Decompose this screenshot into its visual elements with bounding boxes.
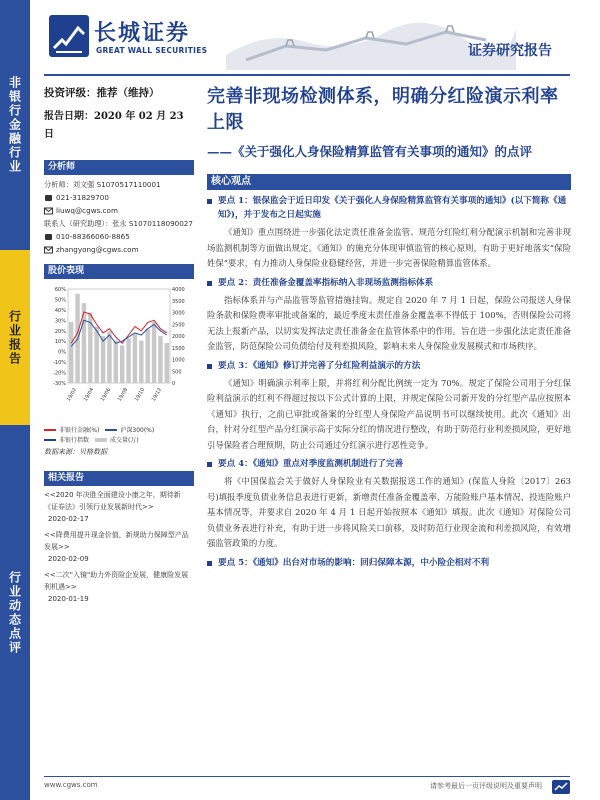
volume-bar bbox=[158, 336, 162, 383]
x-tick-label: 19/10 bbox=[133, 387, 147, 403]
email-icon bbox=[44, 246, 53, 254]
sidebar-review-block bbox=[0, 425, 30, 800]
y-left-tick-label: -10% bbox=[53, 360, 66, 367]
y-right-tick-label: 1000 bbox=[172, 357, 185, 364]
y-right-tick-label: 0 bbox=[172, 381, 176, 387]
volume-bar bbox=[101, 336, 105, 383]
stock-performance-chart bbox=[44, 283, 194, 423]
bullet-square-icon bbox=[207, 281, 212, 286]
analyst-name: 分析师：刘文强 S1070517110001 bbox=[44, 180, 161, 189]
y-left-tick-label: 10% bbox=[54, 339, 66, 346]
chart-source: 数据来源：贝格数据 bbox=[44, 448, 107, 456]
legend-item bbox=[44, 435, 89, 444]
volume-bar bbox=[120, 345, 124, 383]
y-right-tick-label: 3000 bbox=[172, 310, 185, 317]
main-column bbox=[207, 84, 571, 570]
left-column bbox=[44, 84, 194, 605]
y-right-tick-label: 2000 bbox=[172, 334, 185, 340]
investment-rating: 投资评级：推荐（维持） bbox=[44, 87, 160, 99]
y-left-tick-label: 50% bbox=[54, 297, 66, 304]
report-brand: 证券研究报告 bbox=[468, 43, 552, 59]
y-right-tick-label: 500 bbox=[172, 369, 182, 376]
point-heading bbox=[207, 556, 571, 570]
point-heading-text: 要点 2：责任准备金覆盖率指标纳入非现场监测指标体系 bbox=[218, 277, 434, 288]
contact-email: zhangyong@cgws.com bbox=[56, 245, 139, 254]
report-subtitle: ——《关于强化人身保险精算监管有关事项的通知》的点评 bbox=[207, 144, 533, 159]
point-heading bbox=[207, 276, 571, 290]
point-heading bbox=[207, 194, 571, 222]
bullet-square-icon bbox=[207, 199, 212, 204]
legend-swatch-index bbox=[44, 438, 56, 442]
sidebar-report-type-block bbox=[0, 250, 30, 425]
point-body: 《通知》明确演示利率上限，并将红利分配比例统一定为 70%。规定了保险公司用于分红保险利益演示的红利不得超过按以下公式计算的上限，并规定保险公司新开发的分红型产品应按照本《通知》执行，之前已审批或备案的分红型人身保险产品说明书可以继续使用。此次《通知》出台，针对分红型产品分红演示高于实际分红的情况进行整改，有助于防范行业利差损风险，更好地引导保险者合理预期，防止公司通过分红演示进行恶性竞争。 bbox=[207, 377, 571, 450]
analyst-phone: 021-31829700 bbox=[56, 193, 109, 202]
x-tick-label: 19/02 bbox=[65, 387, 79, 403]
report-title: 完善非现场检测体系，明确分红险演示利率上限 bbox=[207, 86, 559, 133]
company-logo bbox=[48, 14, 218, 62]
logo-cn-text: 长城证券 bbox=[94, 21, 191, 46]
legend-swatch-line2 bbox=[105, 428, 117, 432]
contact-name-row bbox=[44, 217, 194, 230]
footer-disclaimer: 请参考最后一页评级说明及重要声明 bbox=[430, 782, 542, 790]
related-report-item[interactable] bbox=[44, 529, 194, 565]
logo-en-text: GREAT WALL SECURITIES bbox=[96, 46, 208, 55]
sidebar-report-type-label: 行业报告 bbox=[7, 309, 22, 366]
point-heading-text: 要点 4：《通知》重点对季度监测机制进行了完善 bbox=[218, 459, 404, 469]
volume-bar bbox=[82, 303, 86, 383]
legend-label: 非银行指数 bbox=[59, 437, 90, 444]
point-body: 将《中国保监会关于做好人身保险业有关数据报送工作的通知》(保监人身险〔2017〕263 号)填报季度负债业务信息表进行更新，新增责任准备金覆盖率、万能险账户基本情况、投连险账户基本情况等，并要求自 2020 年 4 月 1 日起开始按照本《通知》填报。此次《通知》对保险公司负债业务表进行补充，有助于进一步将风险关口前移，及时防范行业现金流和利差损风险，有效增强监管政策的力度。 bbox=[207, 476, 571, 548]
related-report-title[interactable]: <<降费用提升现金价值，新规助力保障型产品发展>> bbox=[44, 531, 189, 551]
y-right-tick-label: 2500 bbox=[172, 322, 185, 329]
header-divider bbox=[44, 74, 570, 76]
y-left-tick-label: 40% bbox=[54, 307, 66, 314]
x-tick-label: 19/08 bbox=[116, 387, 130, 403]
contact-phone: 010-88366060-8865 bbox=[56, 232, 130, 241]
contact-email-row bbox=[44, 243, 194, 256]
phone-icon bbox=[44, 233, 53, 241]
y-left-tick-label: -30% bbox=[53, 381, 66, 387]
y-left-tick-label: 0% bbox=[58, 349, 66, 356]
legend-label: 非银行金融(%) bbox=[59, 427, 100, 434]
point-heading-text: 要点 3：《通知》修订并完善了分红险利益演示的方法 bbox=[218, 360, 421, 371]
legend-item bbox=[105, 425, 154, 434]
email-icon bbox=[44, 207, 53, 215]
point-heading-text: 要点 1：银保监会于近日印发《关于强化人身保险精算监管有关事项的通知》(以下简称《通知》)，并于发布之日起实施 bbox=[218, 196, 567, 220]
stock-chart-title: 股价表现 bbox=[44, 264, 194, 279]
related-report-date: 2020-01-19 bbox=[48, 595, 89, 603]
point-body: 《通知》重点围绕进一步强化法定责任准备金监管、规范分红险红利分配演示机制和完善非现场监测机制等方面做出规定。《通知》的施充分体现审慎监管的核心原则，有助于更好地落实“保险姓保”要求，有力推动人身保险业稳健经营，并进一步完善保险精算监管体系。 bbox=[207, 227, 571, 268]
legend-item bbox=[44, 425, 99, 434]
footer-url[interactable]: www.cgws.com bbox=[44, 781, 98, 789]
legend-label: 成交量(万) bbox=[110, 437, 139, 444]
y-left-tick-label: 60% bbox=[54, 287, 66, 293]
legend-item bbox=[95, 435, 139, 444]
point-body: 指标体系并与产品监管等监管措施挂钩。规定自 2020 年 7 月 1 日起，保险公司报送人身保险条款和保险费率审批或备案的，最近季度末责任准备金覆盖率不得低于 100%，否则保险公司将无法上报新产品，以切实发挥法定责任准备金在监管体系中的作用。旨在进一步强化法定责任准备金监管，防范保险公司负债给付及利差损风险，影响未来人身保险业发展模式和市场秩序。 bbox=[207, 294, 571, 351]
related-reports-title: 相关报告 bbox=[44, 471, 194, 486]
volume-bar bbox=[145, 329, 149, 383]
point-heading bbox=[207, 359, 571, 373]
legend-label: 沪深300(%) bbox=[120, 427, 155, 434]
volume-bar bbox=[107, 331, 111, 383]
footer-logo-icon bbox=[552, 780, 570, 794]
core-views-title: 核心观点 bbox=[207, 174, 571, 190]
analyst-email-row bbox=[44, 204, 194, 217]
y-right-tick-label: 3500 bbox=[172, 298, 185, 305]
volume-bar bbox=[165, 343, 169, 383]
analyst-phone-row bbox=[44, 191, 194, 204]
volume-bar bbox=[94, 327, 98, 383]
contact-phone-row bbox=[44, 230, 194, 243]
volume-bar bbox=[69, 322, 73, 383]
y-left-tick-label: 30% bbox=[54, 318, 66, 325]
x-tick-label: 19/04 bbox=[82, 387, 96, 403]
point-heading-text: 要点 5：《通知》出台对市场的影响：回归保障本源，中小险企相对不利 bbox=[218, 557, 490, 568]
bullet-square-icon bbox=[207, 462, 212, 467]
sidebar-review-label: 行业动态点评 bbox=[7, 570, 22, 655]
legend-swatch-volume bbox=[95, 438, 107, 442]
analyst-name-row bbox=[44, 178, 194, 191]
sidebar-industry-label: 非银行金融行业 bbox=[7, 76, 22, 174]
contact-name: 联系人（研究助理）：张永 S1070118090027 bbox=[44, 219, 193, 228]
point-heading bbox=[207, 457, 571, 471]
volume-bar bbox=[133, 334, 137, 383]
bullet-square-icon bbox=[207, 561, 212, 566]
legend-swatch-line1 bbox=[44, 428, 56, 432]
y-right-tick-label: 4000 bbox=[172, 287, 185, 293]
x-tick-label: 19/06 bbox=[99, 387, 113, 403]
related-report-date: 2020-02-17 bbox=[48, 515, 89, 523]
y-left-tick-label: 20% bbox=[54, 328, 66, 335]
stock-chart-svg bbox=[44, 283, 194, 423]
report-date: 报告日期：2020 年 02 月 23 日 bbox=[44, 111, 184, 140]
sidebar-industry-block bbox=[0, 0, 30, 250]
analyst-email: liuwq@cgws.com bbox=[56, 206, 118, 215]
related-reports-list bbox=[44, 489, 194, 605]
x-tick-label: 19/12 bbox=[150, 387, 164, 403]
y-right-tick-label: 1500 bbox=[172, 345, 185, 352]
related-report-title[interactable]: <<二次"入镜"助力外资险企发展，健康险发展利机遇>> bbox=[44, 571, 189, 591]
analyst-info bbox=[44, 178, 194, 256]
y-left-tick-label: -20% bbox=[53, 370, 66, 377]
page-footer bbox=[44, 776, 570, 798]
phone-icon bbox=[44, 194, 53, 202]
analyst-section-title: 分析师 bbox=[44, 160, 194, 175]
related-report-item[interactable] bbox=[44, 569, 194, 605]
volume-bar bbox=[152, 322, 156, 383]
related-report-item[interactable] bbox=[44, 489, 194, 525]
volume-bar bbox=[139, 341, 143, 383]
logo-mark-icon bbox=[48, 14, 90, 58]
related-report-date: 2020-02-09 bbox=[48, 555, 89, 563]
volume-bar bbox=[114, 341, 118, 383]
volume-bar bbox=[126, 338, 130, 383]
chart-legend bbox=[44, 425, 194, 444]
bullet-square-icon bbox=[207, 364, 212, 369]
sidebar bbox=[0, 0, 30, 800]
related-report-title[interactable]: <<2020 年决胜全面建设小康之年，期待新《证券法》引领行业发展新时代>> bbox=[44, 491, 181, 511]
